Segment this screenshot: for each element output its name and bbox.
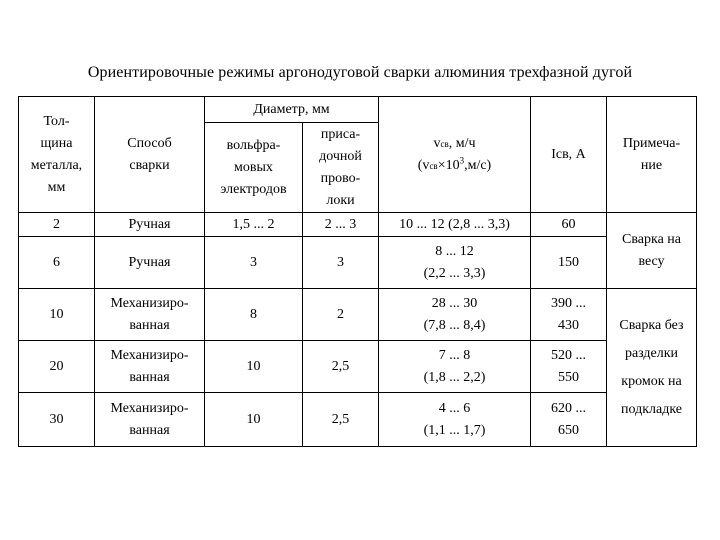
cell-method: Механизиро- ванная — [95, 341, 205, 393]
document-title: Ориентировочные режимы аргонодуговой сварки алюминия трехфазной дугой — [87, 64, 633, 81]
cell-speed: 8 ... 12 (2,2 ... 3,3) — [379, 237, 531, 289]
table-row — [19, 213, 697, 237]
cell-thickness: 6 — [19, 237, 95, 289]
cell-note-group2: Сварка без разделки кромок на подкладке — [607, 289, 697, 447]
header-current: Iсв, А — [531, 97, 607, 213]
cell-tungsten: 10 — [205, 341, 303, 393]
cell-method: Механизиро- ванная — [95, 393, 205, 447]
cell-filler: 2,5 — [303, 341, 379, 393]
cell-method: Ручная — [95, 237, 205, 289]
cell-current: 390 ... 430 — [531, 289, 607, 341]
header-tungsten: вольфра- мовых электродов — [205, 123, 303, 213]
cell-filler: 2,5 — [303, 393, 379, 447]
table-row — [19, 289, 697, 341]
cell-tungsten: 3 — [205, 237, 303, 289]
cell-method: Механизиро- ванная — [95, 289, 205, 341]
table-row — [19, 341, 697, 393]
cell-tungsten: 10 — [205, 393, 303, 447]
cell-thickness: 10 — [19, 289, 95, 341]
cell-current: 60 — [531, 213, 607, 237]
cell-speed: 10 ... 12 (2,8 ... 3,3) — [379, 213, 531, 237]
table-row — [19, 237, 697, 289]
cell-current: 620 ... 650 — [531, 393, 607, 447]
cell-thickness: 20 — [19, 341, 95, 393]
cell-thickness: 2 — [19, 213, 95, 237]
cell-filler: 2 ... 3 — [303, 213, 379, 237]
cell-filler: 3 — [303, 237, 379, 289]
cell-speed: 4 ... 6 (1,1 ... 1,7) — [379, 393, 531, 447]
cell-filler: 2 — [303, 289, 379, 341]
header-diameter: Диаметр, мм — [205, 97, 379, 123]
header-speed: vсв, м/ч $(vсв\times 10^3,м/с)$ — [379, 97, 531, 213]
header-method: Способ сварки — [95, 97, 205, 213]
cell-note-group1: Сварка на весу — [607, 213, 697, 289]
header-thickness: Тол- щина металла, мм — [19, 97, 95, 213]
welding-modes-table — [18, 96, 697, 447]
cell-tungsten: 1,5 ... 2 — [205, 213, 303, 237]
cell-speed: 28 ... 30 (7,8 ... 8,4) — [379, 289, 531, 341]
cell-current: 520 ... 550 — [531, 341, 607, 393]
cell-method: Ручная — [95, 213, 205, 237]
cell-current: 150 — [531, 237, 607, 289]
cell-tungsten: 8 — [205, 289, 303, 341]
header-note: Примеча- ние — [607, 97, 697, 213]
header-filler: приса- дочной прово- локи — [303, 123, 379, 213]
table-row — [19, 393, 697, 447]
cell-thickness: 30 — [19, 393, 95, 447]
cell-speed: 7 ... 8 (1,8 ... 2,2) — [379, 341, 531, 393]
